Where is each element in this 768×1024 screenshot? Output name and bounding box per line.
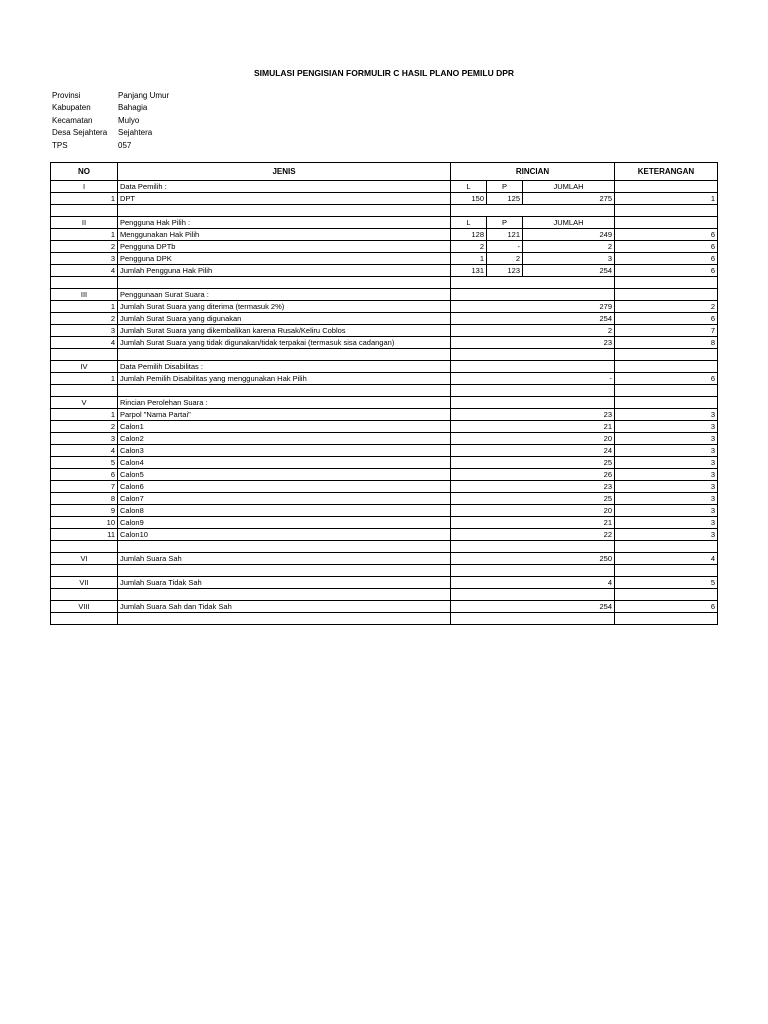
table-header-row	[51, 163, 718, 181]
table-row	[51, 313, 718, 325]
row-number: 1	[51, 409, 118, 421]
value-jumlah: 3	[523, 253, 615, 265]
value-keterangan: 6	[615, 241, 718, 253]
value-keterangan: 3	[615, 517, 718, 529]
value-keterangan: 3	[615, 409, 718, 421]
value-keterangan: 3	[615, 457, 718, 469]
keterangan-cell	[615, 397, 718, 409]
no-cell	[51, 613, 118, 625]
rincian-cell	[451, 565, 615, 577]
jenis-cell	[118, 385, 451, 397]
info-label: Kabupaten	[52, 103, 91, 113]
row-label: Calon4	[118, 457, 451, 469]
row-label: Calon1	[118, 421, 451, 433]
value-p: 121	[487, 229, 523, 241]
spacer-row	[51, 277, 718, 289]
spacer-row	[51, 565, 718, 577]
keterangan-cell	[615, 277, 718, 289]
jenis-cell	[118, 277, 451, 289]
row-label: Calon10	[118, 529, 451, 541]
table-row	[51, 445, 718, 457]
row-label: Jumlah Pemilih Disabilitas yang menggunakan Hak Pilih	[118, 373, 451, 385]
sub-header-jumlah: JUMLAH	[523, 217, 615, 229]
table-row	[51, 493, 718, 505]
row-number: 4	[51, 265, 118, 277]
row-label: DPT	[118, 193, 451, 205]
row-label: Pengguna DPTb	[118, 241, 451, 253]
section-header-row	[51, 181, 718, 193]
rincian-cell	[451, 589, 615, 601]
keterangan-cell	[615, 613, 718, 625]
value-jumlah: 23	[451, 481, 615, 493]
value-jumlah: 25	[451, 457, 615, 469]
keterangan-cell	[615, 217, 718, 229]
value-keterangan: 2	[615, 301, 718, 313]
table-row	[51, 241, 718, 253]
rincian-cell	[451, 613, 615, 625]
row-label: Calon2	[118, 433, 451, 445]
section-header-row	[51, 397, 718, 409]
info-label: TPS	[52, 140, 68, 150]
value-p: 2	[487, 253, 523, 265]
row-label: Jumlah Surat Suara yang diterima (termasuk 2%)	[118, 301, 451, 313]
total-row	[51, 601, 718, 613]
section-number: I	[51, 181, 118, 193]
table-row	[51, 253, 718, 265]
row-number: 3	[51, 433, 118, 445]
keterangan-cell	[615, 589, 718, 601]
no-cell	[51, 277, 118, 289]
section-label: Penggunaan Surat Suara :	[118, 289, 451, 301]
row-number: 1	[51, 193, 118, 205]
value-p: 123	[487, 265, 523, 277]
value-keterangan: 6	[615, 373, 718, 385]
row-label: Calon5	[118, 469, 451, 481]
value-jumlah: 20	[451, 433, 615, 445]
value-jumlah: 22	[451, 529, 615, 541]
value-jumlah: 254	[451, 601, 615, 613]
info-value: Panjang Umur	[118, 91, 170, 100]
section-number: IV	[51, 361, 118, 373]
info-value: 057	[118, 140, 132, 150]
row-label: Menggunakan Hak Pilih	[118, 229, 451, 241]
jenis-cell	[118, 589, 451, 601]
spacer-row	[51, 205, 718, 217]
table-row	[51, 469, 718, 481]
section-label: Pengguna Hak Pilih :	[118, 217, 451, 229]
table-row	[51, 373, 718, 385]
value-jumlah: 250	[451, 553, 615, 565]
value-l: 131	[451, 265, 487, 277]
jenis-cell	[118, 205, 451, 217]
table-row	[51, 265, 718, 277]
value-keterangan: 3	[615, 481, 718, 493]
table-row	[51, 193, 718, 205]
header-rincian: RINCIAN	[451, 163, 615, 181]
row-label: Calon8	[118, 505, 451, 517]
sub-header-jumlah: JUMLAH	[523, 181, 615, 193]
value-l: 2	[451, 241, 487, 253]
row-number: 6	[51, 469, 118, 481]
value-keterangan: 3	[615, 433, 718, 445]
results-table	[50, 162, 718, 625]
row-number: 3	[51, 253, 118, 265]
value-jumlah: 21	[451, 421, 615, 433]
value-keterangan: 3	[615, 505, 718, 517]
value-jumlah: 25	[451, 493, 615, 505]
section-label: Jumlah Suara Sah	[118, 553, 451, 565]
value-keterangan: 6	[615, 601, 718, 613]
sub-header-p: P	[487, 217, 523, 229]
keterangan-cell	[615, 361, 718, 373]
jenis-cell	[118, 541, 451, 553]
row-number: 4	[51, 445, 118, 457]
section-number: VIII	[51, 601, 118, 613]
spacer-row	[51, 541, 718, 553]
section-label: Rincian Perolehan Suara :	[118, 397, 451, 409]
jenis-cell	[118, 349, 451, 361]
no-cell	[51, 541, 118, 553]
section-number: VI	[51, 553, 118, 565]
keterangan-cell	[615, 541, 718, 553]
section-label: Jumlah Suara Sah dan Tidak Sah	[118, 601, 451, 613]
info-label: Kecamatan	[52, 115, 93, 125]
value-keterangan: 4	[615, 553, 718, 565]
value-keterangan: 7	[615, 325, 718, 337]
table-row	[51, 301, 718, 313]
spacer-row	[51, 613, 718, 625]
sub-header-p: P	[487, 181, 523, 193]
row-number: 5	[51, 457, 118, 469]
no-cell	[51, 205, 118, 217]
row-number: 10	[51, 517, 118, 529]
row-number: 7	[51, 481, 118, 493]
table-row	[51, 229, 718, 241]
value-jumlah: 249	[523, 229, 615, 241]
row-number: 2	[51, 241, 118, 253]
rincian-cell	[451, 349, 615, 361]
row-label: Calon7	[118, 493, 451, 505]
keterangan-cell	[615, 289, 718, 301]
value-jumlah: 20	[451, 505, 615, 517]
value-l: 1	[451, 253, 487, 265]
total-row	[51, 577, 718, 589]
rincian-cell	[451, 289, 615, 301]
value-keterangan: 3	[615, 445, 718, 457]
value-jumlah: 4	[451, 577, 615, 589]
rincian-cell	[451, 385, 615, 397]
sub-header-l: L	[451, 181, 487, 193]
row-number: 1	[51, 301, 118, 313]
value-l: 128	[451, 229, 487, 241]
info-value: Sejahtera	[118, 128, 153, 138]
total-row	[51, 553, 718, 565]
keterangan-cell	[615, 349, 718, 361]
row-label: Jumlah Pengguna Hak Pilih	[118, 265, 451, 277]
no-cell	[51, 565, 118, 577]
keterangan-cell	[615, 181, 718, 193]
table-row	[51, 433, 718, 445]
sub-header-l: L	[451, 217, 487, 229]
value-jumlah: 254	[451, 313, 615, 325]
row-number: 3	[51, 325, 118, 337]
rincian-cell	[451, 541, 615, 553]
value-keterangan: 3	[615, 421, 718, 433]
value-jumlah: 2	[451, 325, 615, 337]
value-keterangan: 6	[615, 265, 718, 277]
section-label: Data Pemilih Disabilitas :	[118, 361, 451, 373]
row-number: 2	[51, 313, 118, 325]
value-keterangan: 6	[615, 229, 718, 241]
rincian-cell	[451, 205, 615, 217]
spacer-row	[51, 349, 718, 361]
jenis-cell	[118, 565, 451, 577]
info-label: Provinsi	[52, 91, 81, 100]
row-label: Calon3	[118, 445, 451, 457]
value-jumlah: 23	[451, 337, 615, 349]
info-label: Desa Sejahtera	[52, 128, 108, 138]
value-jumlah: 24	[451, 445, 615, 457]
no-cell	[51, 349, 118, 361]
table-row	[51, 409, 718, 421]
value-jumlah: -	[451, 373, 615, 385]
value-keterangan: 6	[615, 313, 718, 325]
row-number: 1	[51, 229, 118, 241]
value-keterangan: 1	[615, 193, 718, 205]
table-row	[51, 481, 718, 493]
spacer-row	[51, 589, 718, 601]
value-p: -	[487, 241, 523, 253]
value-jumlah: 279	[451, 301, 615, 313]
info-value: Bahagia	[118, 103, 148, 113]
row-label: Jumlah Surat Suara yang digunakan	[118, 313, 451, 325]
row-number: 4	[51, 337, 118, 349]
value-jumlah: 26	[451, 469, 615, 481]
value-keterangan: 3	[615, 493, 718, 505]
table-row	[51, 517, 718, 529]
row-label: Calon9	[118, 517, 451, 529]
keterangan-cell	[615, 565, 718, 577]
value-jumlah: 275	[523, 193, 615, 205]
section-number: VII	[51, 577, 118, 589]
jenis-cell	[118, 613, 451, 625]
keterangan-cell	[615, 205, 718, 217]
form-title: SIMULASI PENGISIAN FORMULIR C HASIL PLANO PEMILU DPR	[253, 68, 515, 78]
table-row	[51, 337, 718, 349]
row-label: Pengguna DPK	[118, 253, 451, 265]
value-jumlah: 23	[451, 409, 615, 421]
section-header-row	[51, 289, 718, 301]
row-number: 1	[51, 373, 118, 385]
table-row	[51, 505, 718, 517]
row-label: Calon6	[118, 481, 451, 493]
table-row	[51, 421, 718, 433]
value-keterangan: 3	[615, 469, 718, 481]
row-label: Jumlah Surat Suara yang dikembalikan karena Rusak/Keliru Coblos	[118, 325, 451, 337]
row-number: 9	[51, 505, 118, 517]
row-label: Jumlah Surat Suara yang tidak digunakan/tidak terpakai (termasuk sisa cadangan)	[118, 337, 451, 349]
header-keterangan: KETERANGAN	[615, 163, 718, 181]
value-keterangan: 5	[615, 577, 718, 589]
row-number: 2	[51, 421, 118, 433]
value-l: 150	[451, 193, 487, 205]
section-label: Data Pemilih :	[118, 181, 451, 193]
value-keterangan: 6	[615, 253, 718, 265]
info-value: Mulyo	[118, 115, 140, 125]
rincian-cell	[451, 361, 615, 373]
table-row	[51, 457, 718, 469]
section-header-row	[51, 217, 718, 229]
row-number: 11	[51, 529, 118, 541]
section-number: II	[51, 217, 118, 229]
spacer-row	[51, 385, 718, 397]
section-label: Jumlah Suara Tidak Sah	[118, 577, 451, 589]
value-jumlah: 21	[451, 517, 615, 529]
no-cell	[51, 589, 118, 601]
section-number: III	[51, 289, 118, 301]
row-label: Parpol "Nama Partai"	[118, 409, 451, 421]
table-row	[51, 529, 718, 541]
no-cell	[51, 385, 118, 397]
section-number: V	[51, 397, 118, 409]
keterangan-cell	[615, 385, 718, 397]
section-header-row	[51, 361, 718, 373]
value-jumlah: 254	[523, 265, 615, 277]
rincian-cell	[451, 277, 615, 289]
value-keterangan: 8	[615, 337, 718, 349]
rincian-cell	[451, 397, 615, 409]
header-jenis: JENIS	[118, 163, 451, 181]
value-keterangan: 3	[615, 529, 718, 541]
row-number: 8	[51, 493, 118, 505]
value-jumlah: 2	[523, 241, 615, 253]
table-row	[51, 325, 718, 337]
header-no: NO	[51, 163, 118, 181]
value-p: 125	[487, 193, 523, 205]
